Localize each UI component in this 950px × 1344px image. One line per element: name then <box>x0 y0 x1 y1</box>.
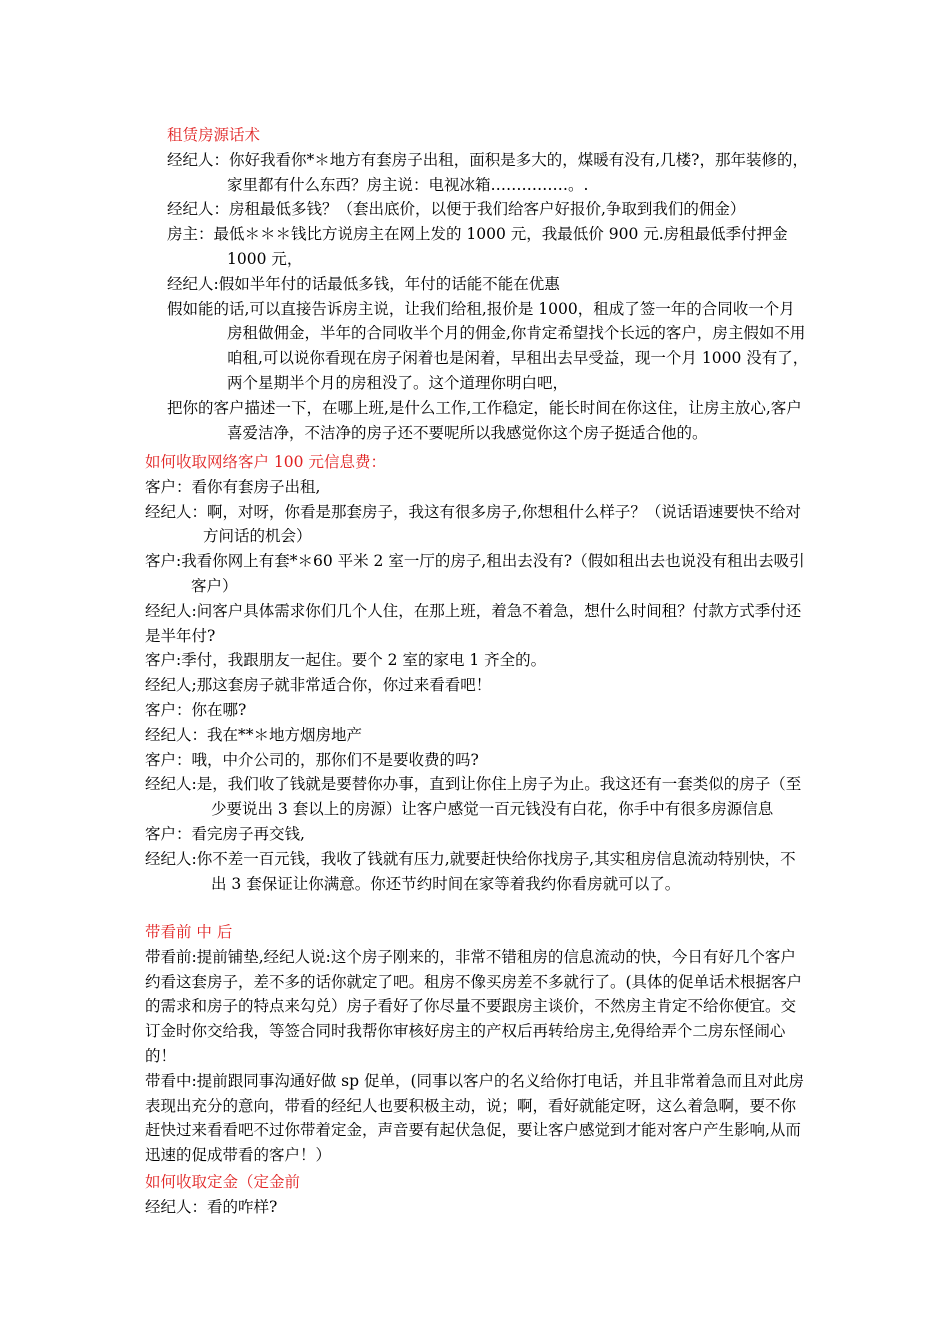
paragraph: 经纪人:是，我们收了钱就是要替你办事，直到让你住上房子为止。我这还有一套类似的房子（至少要说出 3 套以上的房源）让客户感觉一百元钱没有白花，你手中有很多房源信息 <box>145 775 802 819</box>
paragraph: 客户:季付，我跟朋友一起住。要个 2 室的家电 1 齐全的。 <box>145 651 547 670</box>
heading-info-fee: 如何收取网络客户 100 元信息费： <box>145 453 386 471</box>
section-rental-script <box>145 123 810 445</box>
heading-rental-script: 租赁房源话术 <box>167 126 261 144</box>
paragraph: 经纪人：你好我看你*＊地方有套房子出租，面积是多大的，煤暖有没有,几楼?，那年装修的，家里都有什么东西？房主说：电视冰箱……………。. <box>167 150 808 194</box>
paragraph: 带看中:提前跟同事沟通好做 sp 促单，(同事以客户的名义给你打电话，并且非常着急而且对此房表现出充分的意向，带看的经纪人也要积极主动，说；啊，看好就能定呀，这么着急啊，要不你赶快过来看看吧不过你带着定金，声音要有起伏急促，要让客户感觉到才能对客户产生影响,从而迅速的促成带看的客户！） <box>145 1071 805 1165</box>
paragraph: 经纪人:你不差一百元钱，我收了钱就有压力,就要赶快给你找房子,其实租房信息流动特别快，不出 3 套保证让你满意。你还节约时间在家等着我约你看房就可以了。 <box>145 849 796 893</box>
paragraph: 经纪人;那这套房子就非常适合你，你过来看看吧！ <box>145 676 492 695</box>
paragraph: 经纪人：啊，对呀，你看是那套房子，我这有很多房子,你想租什么样子？（说话语速要快不给对方问话的机会） <box>145 502 801 546</box>
paragraph: 经纪人:问客户具体需求你们几个人住，在那上班，着急不着急，想什么时间租？付款方式季付还是半年付? <box>145 601 802 645</box>
paragraph: 带看前:提前铺垫,经纪人说:这个房子刚来的，非常不错租房的信息流动的快，今日有好几个客户约看这套房子，差不多的话你就定了吧。租房不像买房差不多就行了。(具体的促单话术根据客户的需求和房子的特点来勾兑）房子看好了你尽量不要跟房主谈价，不然房主肯定不给你便宜。交订金时你交给我，等签合同时我帮你审核好房主的产权后再转给房主,免得给弄个二房东怪闹心的！ <box>145 947 803 1065</box>
paragraph: 假如能的话,可以直接告诉房主说，让我们给租,报价是 1000，租成了签一年的合同收一个月房租做佣金，半年的合同收半个月的佣金,你肯定希望找个长远的客户，房主假如不用咱租,可以说你看现在房子闲着也是闲着，早租出去早受益，现一个月 1000 没有了，两个星期半个月的房租没了。这个道理你明白吧， <box>167 299 809 392</box>
section-info-fee <box>145 450 810 896</box>
heading-viewing: 带看前 中 后 <box>145 923 233 941</box>
paragraph: 客户：看完房子再交钱, <box>145 824 305 843</box>
paragraph: 客户:我看你网上有套*＊60 平米 2 室一厅的房子,租出去没有?（假如租出去也说没有租出去吸引客户） <box>145 552 805 595</box>
heading-deposit: 如何收取定金（定金前 <box>145 1173 301 1191</box>
paragraph: 客户：哦，中介公司的，那你们不是要收费的吗? <box>145 750 479 769</box>
paragraph: 房主：最低＊＊＊钱比方说房主在网上发的 1000 元，我最低价 900 元.房租最低季付押金 1000 元， <box>167 225 788 268</box>
paragraph: 把你的客户描述一下，在哪上班,是什么工作,工作稳定，能长时间在你这住，让房主放心,客户喜爱洁净，不洁净的房子还不要呢所以我感觉你这个房子挺适合他的。 <box>167 398 802 442</box>
section-viewing <box>145 920 810 1168</box>
paragraph: 经纪人：看的咋样? <box>145 1197 278 1216</box>
paragraph: 经纪人：房租最低多钱？（套出底价，以便于我们给客户好报价,争取到我们的佣金） <box>167 200 746 219</box>
section-deposit <box>145 1170 810 1220</box>
paragraph: 客户：你在哪? <box>145 700 247 719</box>
paragraph: 经纪人:假如半年付的话最低多钱，年付的话能不能在优惠 <box>167 274 560 293</box>
paragraph: 客户：看你有套房子出租, <box>145 477 321 496</box>
paragraph: 经纪人：我在**＊地方烟房地产 <box>145 725 363 744</box>
